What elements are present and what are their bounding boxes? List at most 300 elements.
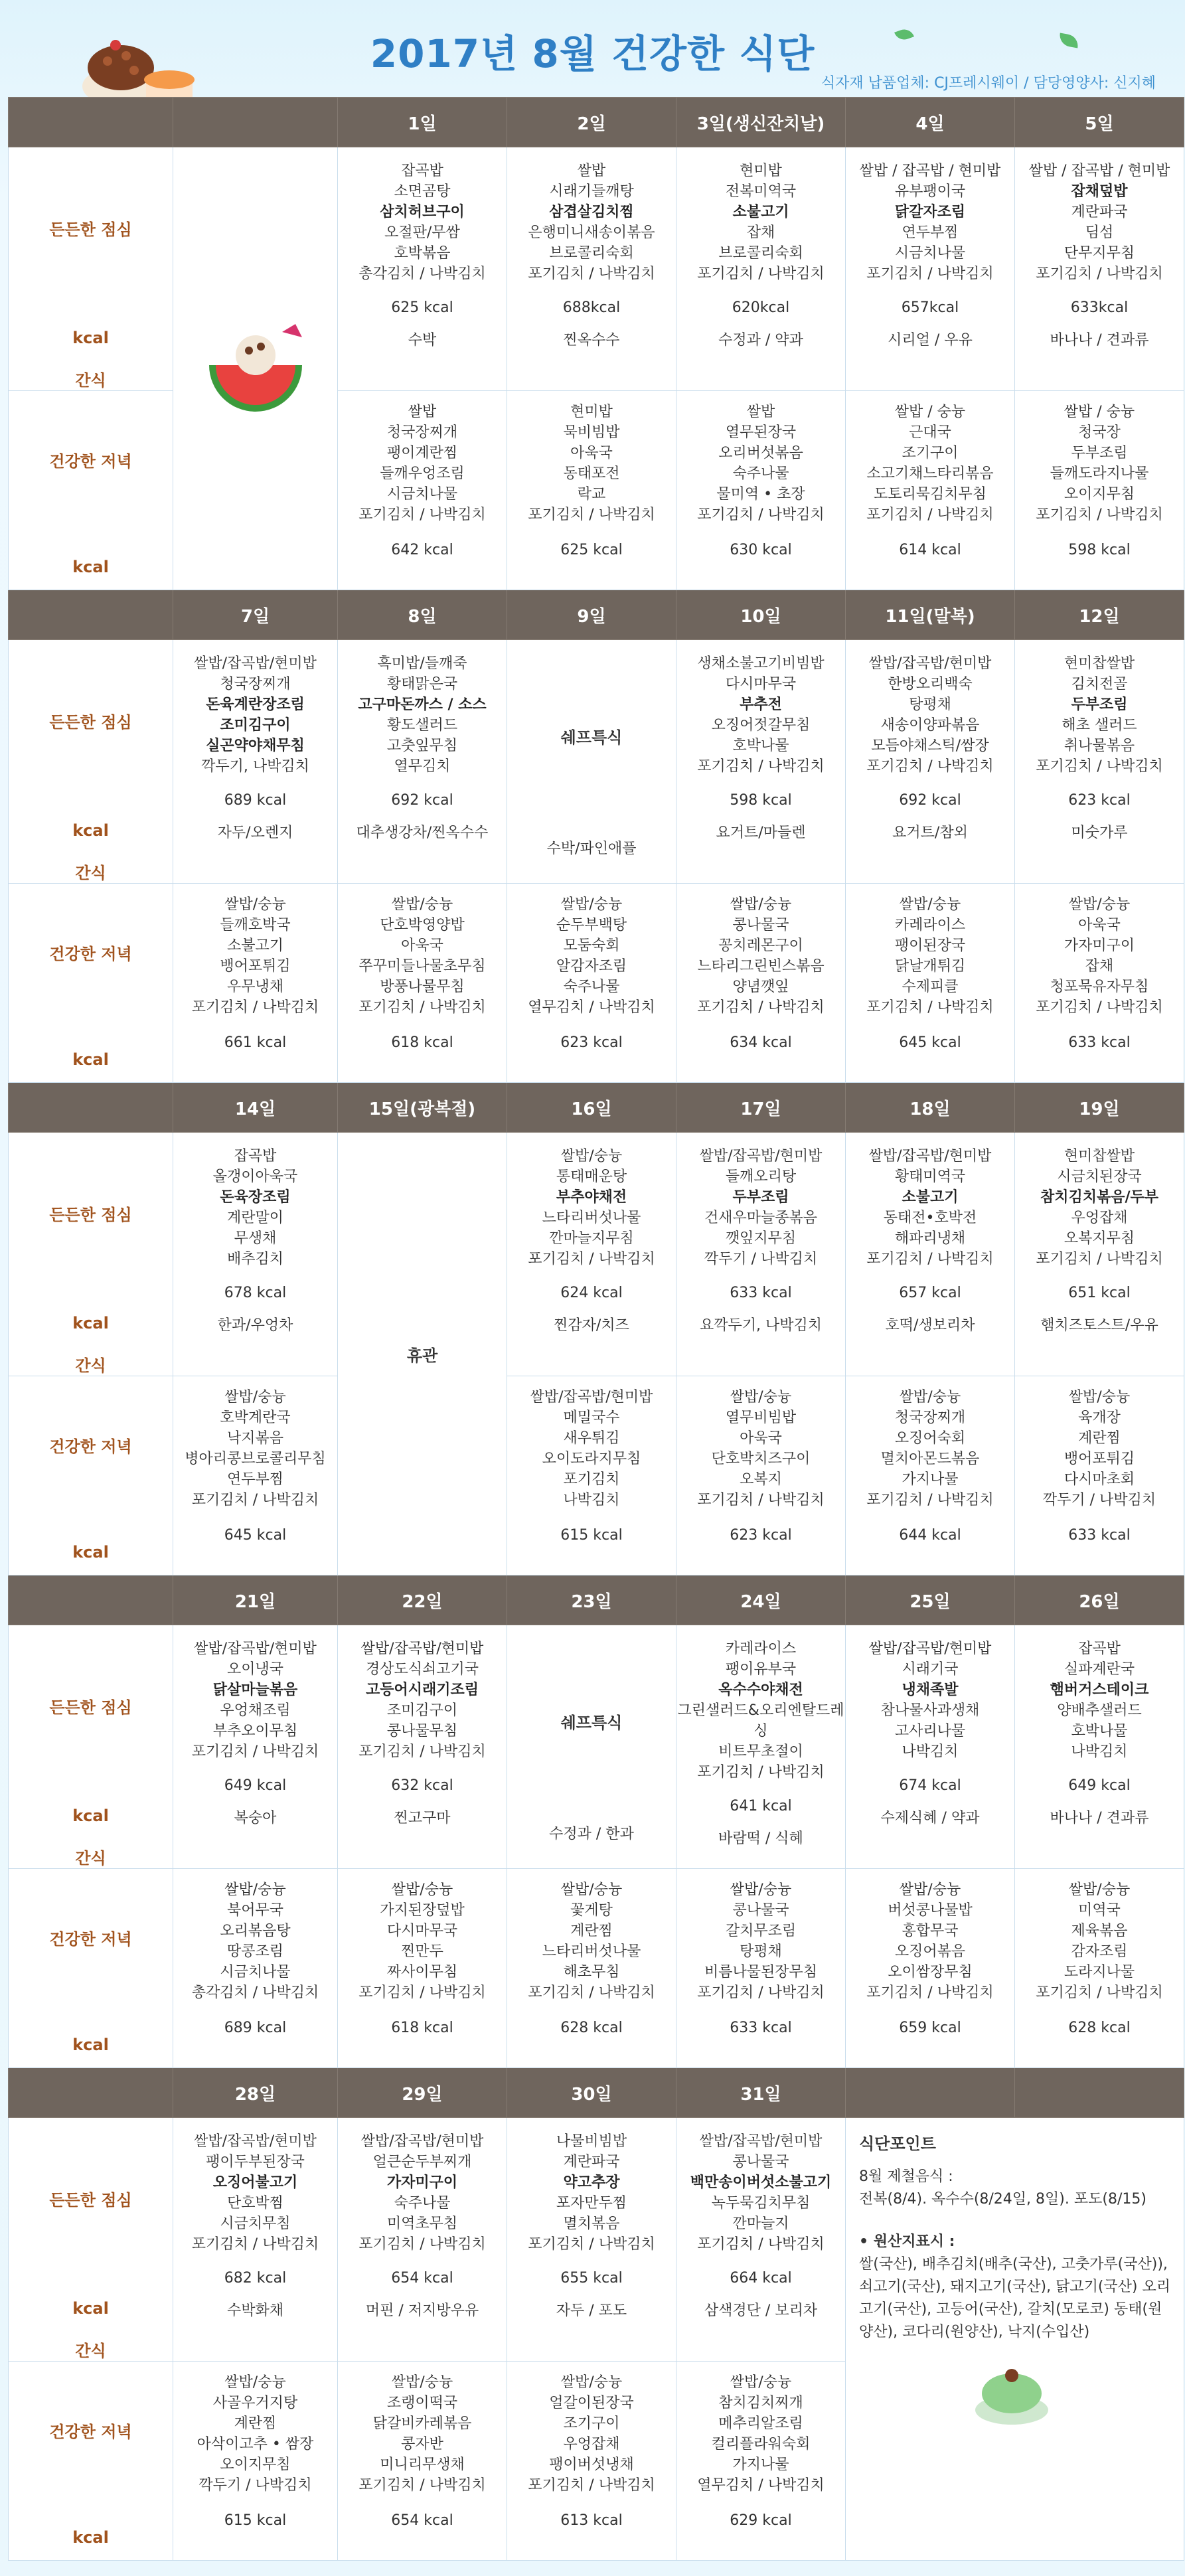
week-header-row xyxy=(9,98,1184,147)
lunch-item: 숙주나물 xyxy=(394,2195,451,2212)
dinner-item: 소고기채느타리볶음 xyxy=(866,465,994,482)
lunch-item: 녹두묵김치무침 xyxy=(711,2195,811,2212)
dinner-item: 해초무침 xyxy=(563,1964,620,1980)
dinner-item: 쌀밥/숭늉 xyxy=(1068,896,1131,913)
dinner-item: 열무김치 / 나박김치 xyxy=(528,999,655,1016)
lunch-item: 다시마무국 xyxy=(725,676,797,692)
dinner-item: 가지된장덮밥 xyxy=(380,1902,465,1919)
kcal-label: kcal xyxy=(72,1314,109,1332)
dinner-item: 콩자반 xyxy=(401,2436,443,2453)
lunch-item: 통태매운탕 xyxy=(556,1168,627,1185)
lunch-item: 깐마늘지 xyxy=(732,2215,789,2232)
lunch-cell xyxy=(338,640,507,884)
lunch-item: 전복미역국 xyxy=(725,183,797,200)
lunch-item: 콩나물무침 xyxy=(386,1723,458,1739)
dinner-item: 꽁치레몬구이 xyxy=(718,937,803,954)
dinner-item: 얼갈이된장국 xyxy=(549,2395,634,2411)
dinner-item: 단호박치즈구이 xyxy=(711,1451,811,1467)
origin-text: 쌀(국산), 배추김치(배추(국산), 고춧가루(국산)), 쇠고기(국산), 돼지고기(국산), 닭고기(국산) 오리고기(국산), 고등어(국산), 갈치(모로코) 동태(원양산), 코다리(원양산), 낙지(수입산) xyxy=(859,2256,1171,2340)
lunch-cell xyxy=(676,640,846,884)
dinner-item: 포기김치 / 나박김치 xyxy=(358,2477,486,2494)
day-header: 28일 xyxy=(173,2068,338,2118)
dinner-item: 물미역 • 초장 xyxy=(716,486,805,503)
lunch-item: 가자미구이 xyxy=(386,2174,458,2191)
lunch-item: 계란말이 xyxy=(226,1210,283,1226)
kcal-value: 645 kcal xyxy=(899,1034,961,1051)
lunch-item: 깻잎지무침 xyxy=(725,1230,797,1247)
header-blank xyxy=(9,590,173,640)
dinner-cell xyxy=(676,1869,846,2068)
dinner-item: 연두부찜 xyxy=(226,1471,283,1488)
diet-notes xyxy=(846,2118,1184,2561)
lunch-item: 올갱이아욱국 xyxy=(212,1168,298,1185)
lunch-item: 그린샐러드&오리엔탈드레싱 xyxy=(677,1702,844,1739)
dinner-item: 쌀밥/숭늉 xyxy=(391,896,453,913)
lunch-item: 쌀밥/잡곡밥/현미밥 xyxy=(194,2133,317,2150)
dinner-item: 미니리무생채 xyxy=(380,2456,465,2473)
chef-special: 쉐프특식 xyxy=(560,1714,623,1732)
dinner-item: 우무냉채 xyxy=(226,979,283,995)
dinner-item: 느타리버섯나물 xyxy=(542,1943,641,1960)
lunch-item: 포기김치 / 나박김치 xyxy=(191,1743,319,1760)
lunch-item: 쌀밥/숭늉 xyxy=(560,1148,623,1165)
lunch-item: 포기김치 / 나박김치 xyxy=(866,266,994,282)
dinner-item: 쌀밥 / 숭늉 xyxy=(894,404,966,420)
lunch-item: 해초 샐러드 xyxy=(1062,717,1137,734)
lunch-item: 햄버거스테이크 xyxy=(1050,1682,1149,1698)
kcal-value: 642 kcal xyxy=(391,542,453,558)
header-blank xyxy=(173,98,338,147)
bingsu-bowl-icon xyxy=(965,2357,1058,2430)
kcal-value: 674 kcal xyxy=(899,1777,961,1794)
lunch-cell xyxy=(676,147,846,391)
snack-text: 시리얼 / 우유 xyxy=(888,332,973,349)
kcal-value: 624 kcal xyxy=(560,1285,623,1301)
dinner-item: 근대국 xyxy=(909,424,951,441)
snack-text: 바나나 / 견과류 xyxy=(1050,1810,1149,1826)
lunch-item: 닭갈자조림 xyxy=(894,204,966,220)
dinner-item: 알감자조림 xyxy=(556,958,627,975)
dinner-item: 수제피클 xyxy=(902,979,959,995)
lunch-item: 쌀밥/잡곡밥/현미밥 xyxy=(699,1148,823,1165)
lunch-item: 깐마늘지무침 xyxy=(549,1230,634,1247)
snack-text: 삼색경단 / 보리차 xyxy=(704,2302,818,2319)
dinner-item: 포기김치 / 나박김치 xyxy=(697,1492,825,1508)
lunch-item: 호박나물 xyxy=(1071,1723,1128,1739)
dinner-item: 탕평채 xyxy=(740,1943,782,1960)
dinner-item: 깍두기 / 나박김치 xyxy=(1042,1492,1156,1508)
lunch-item: 얼큰순두부찌개 xyxy=(372,2154,472,2170)
dinner-item: 묵비빔밥 xyxy=(563,424,620,441)
dinner-item: 오징어숙회 xyxy=(894,1430,966,1447)
lunch-item: 부추야채전 xyxy=(556,1189,627,1206)
snack-text: 호떡/생보리차 xyxy=(885,1317,975,1334)
dinner-item: 다시마초회 xyxy=(1064,1471,1135,1488)
snack-text: 수정과 / 약과 xyxy=(718,332,803,349)
lunch-item: 황태맑은국 xyxy=(386,676,458,692)
dinner-item: 포기김치 / 나박김치 xyxy=(1036,999,1163,1016)
chef-special: 쉐프특식 xyxy=(560,728,623,747)
snack-label: 간식 xyxy=(75,864,106,882)
lunch-item: 소불고기 xyxy=(732,204,789,220)
dinner-item: 컬리플라워숙회 xyxy=(711,2436,811,2453)
lunch-item: 카레라이스 xyxy=(725,1641,797,1657)
lunch-item: 팽이두부된장국 xyxy=(206,2154,305,2170)
dinner-cell xyxy=(173,2362,338,2561)
dinner-cell xyxy=(338,2362,507,2561)
dinner-item: 포기김치 / 나박김치 xyxy=(866,507,994,523)
dinner-label: 건강한 저녁 xyxy=(49,1437,132,1456)
lunch-item: 소면곰탕 xyxy=(394,183,451,200)
dinner-item: 쌀밥/숭늉 xyxy=(730,1882,792,1898)
kcal-value: 641 kcal xyxy=(730,1798,792,1814)
snack-label: 간식 xyxy=(75,371,106,390)
dinner-item: 가지나물 xyxy=(902,1471,959,1488)
lunch-cell xyxy=(173,640,338,884)
kcal-value: 633kcal xyxy=(1070,299,1129,316)
dinner-item: 아욱국 xyxy=(740,1430,782,1447)
lunch-item: 현미찹쌀밥 xyxy=(1064,1148,1135,1165)
dinner-item: 팽이된장국 xyxy=(894,937,966,954)
day-header: 11일(말복) xyxy=(846,590,1015,640)
lunch-row xyxy=(9,1133,1184,1376)
lunch-label: 든든한 점심 xyxy=(49,2191,132,2210)
lunch-item: 포기김치 / 나박김치 xyxy=(358,2236,486,2253)
kcal-value: 633 kcal xyxy=(730,1285,792,1301)
snack-text: 자두/오렌지 xyxy=(217,825,293,841)
kcal-label: kcal xyxy=(72,2528,109,2547)
dinner-item: 제육볶음 xyxy=(1071,1923,1128,1939)
lunch-item: 한방오리백숙 xyxy=(888,676,973,692)
lunch-cell xyxy=(507,147,676,391)
snack-text: 수제식혜 / 약과 xyxy=(880,1810,980,1826)
kcal-value: 613 kcal xyxy=(560,2512,623,2529)
kcal-value: 615 kcal xyxy=(560,1527,623,1544)
lunch-item: 잡채 xyxy=(746,224,775,241)
day-header: 19일 xyxy=(1015,1083,1184,1133)
dinner-item: 멸치아몬드볶음 xyxy=(880,1451,980,1467)
lunch-item: 총각김치 / 나박김치 xyxy=(358,266,486,282)
lunch-cell xyxy=(1015,1625,1184,1869)
dinner-cell xyxy=(676,1376,846,1575)
meal-labels xyxy=(9,1133,173,1376)
lunch-cell xyxy=(676,1133,846,1376)
week-header-row xyxy=(9,2068,1184,2118)
lunch-item: 조미김구이 xyxy=(386,1702,458,1719)
lunch-item: 고사리나물 xyxy=(894,1723,966,1739)
dinner-item: 포기김치 / 나박김치 xyxy=(191,999,319,1016)
lunch-item: 양배추샐러드 xyxy=(1057,1702,1142,1719)
dinner-cell xyxy=(507,1376,676,1575)
dinner-item: 포기김치 / 나박김치 xyxy=(1036,507,1163,523)
day-header: 23일 xyxy=(507,1575,676,1625)
lunch-item: 실파계란국 xyxy=(1064,1661,1135,1678)
dinner-item: 쌀밥/숭늉 xyxy=(730,1389,792,1406)
dinner-item: 오징어볶음 xyxy=(894,1943,966,1960)
lunch-label: 든든한 점심 xyxy=(49,713,132,732)
day-header: 1일 xyxy=(338,98,507,147)
dinner-item: 포기김치 / 나박김치 xyxy=(358,999,486,1016)
dinner-item: 쌀밥/숭늉 xyxy=(899,1389,961,1406)
kcal-value: 657 kcal xyxy=(899,1285,961,1301)
dinner-item: 숙주나물 xyxy=(732,465,789,482)
lunch-item: 약고추장 xyxy=(563,2174,620,2191)
lunch-item: 해파리냉채 xyxy=(894,1230,966,1247)
lunch-item: 경상도식쇠고기국 xyxy=(365,1661,479,1678)
lunch-item: 동태전•호박전 xyxy=(883,1210,977,1226)
lunch-item: 옥수수야채전 xyxy=(718,1682,803,1698)
kcal-label: kcal xyxy=(72,2036,109,2054)
dinner-item: 쌀밥/숭늉 xyxy=(730,2374,792,2391)
day-header: 7일 xyxy=(173,590,338,640)
dinner-item: 오이지무침 xyxy=(1064,486,1135,503)
day-header: 9일 xyxy=(507,590,676,640)
dinner-item: 아욱국 xyxy=(1078,917,1121,933)
day-header: 14일 xyxy=(173,1083,338,1133)
kcal-value: 664 kcal xyxy=(730,2270,792,2287)
dinner-item: 비름나물된장무침 xyxy=(704,1964,818,1980)
kcal-value: 634 kcal xyxy=(730,1034,792,1051)
meal-labels xyxy=(9,1376,173,1575)
lunch-cell xyxy=(1015,147,1184,391)
lunch-item: 잡곡밥 xyxy=(401,163,443,179)
day-header xyxy=(1015,2068,1184,2118)
lunch-item: 청국장찌개 xyxy=(220,676,291,692)
dinner-item: 쌀밥/숭늉 xyxy=(899,1882,961,1898)
dinner-item: 가지나물 xyxy=(732,2456,789,2473)
dinner-item: 포기김치 / 나박김치 xyxy=(528,507,655,523)
lunch-item: 시래기들깨탕 xyxy=(549,183,634,200)
lunch-item: 백만송이버섯소불고기 xyxy=(690,2174,832,2191)
dinner-item: 청국장찌개 xyxy=(894,1409,966,1426)
header-blank xyxy=(9,1083,173,1133)
dinner-item: 두부조림 xyxy=(1071,445,1128,461)
kcal-value: 623 kcal xyxy=(1068,792,1131,809)
meal-labels xyxy=(9,1869,173,2068)
dinner-item: 쌀밥/숭늉 xyxy=(391,2374,453,2391)
dinner-item: 가자미구이 xyxy=(1064,937,1135,954)
kcal-label: kcal xyxy=(72,1807,109,1825)
lunch-item: 포기김치 / 나박김치 xyxy=(528,2236,655,2253)
dinner-item: 우엉잡채 xyxy=(563,2436,620,2453)
dinner-item: 갈치무조림 xyxy=(725,1923,797,1939)
week-header-row xyxy=(9,1575,1184,1625)
lunch-item: 두부조림 xyxy=(1071,696,1128,713)
snack-text: 수박 xyxy=(408,332,437,349)
dinner-label: 건강한 저녁 xyxy=(49,452,132,471)
kcal-value: 618 kcal xyxy=(391,1034,453,1051)
dinner-item: 사골우거지탕 xyxy=(212,2395,298,2411)
day-header: 22일 xyxy=(338,1575,507,1625)
kcal-value: 661 kcal xyxy=(224,1034,287,1051)
dinner-item: 조기구이 xyxy=(563,2415,620,2432)
kcal-value: 689 kcal xyxy=(224,2020,287,2036)
watermelon-decoration xyxy=(173,147,338,590)
dinner-item: 들깨도라지나물 xyxy=(1050,465,1149,482)
lunch-item: 포기김치 / 나박김치 xyxy=(358,1743,486,1760)
lunch-item: 냉채족발 xyxy=(902,1682,959,1698)
meal-labels xyxy=(9,147,173,391)
day-header: 30일 xyxy=(507,2068,676,2118)
dinner-cell xyxy=(173,1376,338,1575)
dinner-item: 낙지볶음 xyxy=(226,1430,283,1447)
lunch-item: 황태미역국 xyxy=(894,1168,966,1185)
snack-text: 요거트/참외 xyxy=(892,825,968,841)
dinner-item: 쌀밥/숭늉 xyxy=(560,2374,623,2391)
lunch-item: 포기김치 / 나박김치 xyxy=(1036,266,1163,282)
lunch-item: 배추김치 xyxy=(226,1251,283,1267)
dinner-cell xyxy=(846,1869,1015,2068)
lunch-item: 고춧잎무침 xyxy=(386,738,458,754)
dinner-item: 열무김치 / 나박김치 xyxy=(697,2477,825,2494)
snack-text: 요거트/마들렌 xyxy=(716,825,806,841)
lunch-item: 부추전 xyxy=(740,696,782,713)
dinner-item: 콩나물국 xyxy=(732,917,789,933)
lunch-item: 두부조림 xyxy=(732,1189,789,1206)
kcal-value: 654 kcal xyxy=(391,2512,453,2529)
dinner-cell xyxy=(507,2362,676,2561)
dinner-item: 포기김치 / 나박김치 xyxy=(358,507,486,523)
dinner-item: 오이도라지무침 xyxy=(542,1451,641,1467)
lunch-item: 유부팽이국 xyxy=(894,183,966,200)
lunch-item: 삼치허브구이 xyxy=(380,204,465,220)
dinner-cell xyxy=(507,884,676,1083)
meal-labels xyxy=(9,640,173,884)
dinner-item: 쭈꾸미들나물초무침 xyxy=(358,958,486,975)
dinner-item: 북어무국 xyxy=(226,1902,283,1919)
dinner-item: 오이지무침 xyxy=(220,2456,291,2473)
dinner-item: 아욱국 xyxy=(570,445,613,461)
lunch-item: 시금치된장국 xyxy=(1057,1168,1142,1185)
week-header-row xyxy=(9,590,1184,640)
lunch-item: 오절판/무쌈 xyxy=(384,224,460,241)
dinner-item: 들깨호박국 xyxy=(220,917,291,933)
lunch-cell xyxy=(507,2118,676,2362)
dinner-item: 쌀밥/숭늉 xyxy=(1068,1882,1131,1898)
lunch-row xyxy=(9,1625,1184,1869)
lunch-cell xyxy=(338,2118,507,2362)
lunch-cell xyxy=(338,1625,507,1869)
lunch-item: 참치김치볶음/두부 xyxy=(1040,1189,1159,1206)
snack-text: 복숭아 xyxy=(234,1810,277,1826)
lunch-cell xyxy=(676,1625,846,1869)
lunch-item: 고구마돈까스 / 소스 xyxy=(358,696,487,713)
day-header: 16일 xyxy=(507,1083,676,1133)
dinner-item: 깍두기 / 나박김치 xyxy=(198,2477,312,2494)
lunch-item: 무생채 xyxy=(234,1230,277,1247)
dinner-item: 쌀밥/숭늉 xyxy=(224,2374,286,2391)
day-header: 31일 xyxy=(676,2068,846,2118)
dinner-item: 단호박영양밥 xyxy=(380,917,465,933)
lunch-item: 부추오이무침 xyxy=(212,1723,298,1739)
dinner-cell xyxy=(1015,884,1184,1083)
lunch-item: 팽이유부국 xyxy=(725,1661,797,1678)
kcal-value: 655 kcal xyxy=(560,2270,623,2287)
lunch-item: 오징어젓갈무침 xyxy=(711,717,811,734)
kcal-value: 651 kcal xyxy=(1068,1285,1131,1301)
dinner-item: 오복지 xyxy=(740,1471,782,1488)
lunch-item: 나박김치 xyxy=(902,1743,959,1760)
dinner-item: 열무비빔밥 xyxy=(725,1409,797,1426)
snack-text: 햄치즈토스트/우유 xyxy=(1040,1317,1158,1334)
dinner-item: 포기김치 / 나박김치 xyxy=(528,1984,655,2001)
dinner-item: 콩나물국 xyxy=(732,1902,789,1919)
dinner-item: 쌀밥/숭늉 xyxy=(730,896,792,913)
dinner-item: 포기김치 / 나박김치 xyxy=(191,1492,319,1508)
lunch-item: 포기김치 / 나박김치 xyxy=(697,758,825,775)
snack-text: 머핀 / 저지방우유 xyxy=(365,2302,479,2319)
lunch-item: 우엉채조림 xyxy=(220,1702,291,1719)
dinner-item: 오리버섯볶음 xyxy=(718,445,803,461)
kcal-value: 649 kcal xyxy=(1068,1777,1131,1794)
kcal-value: 688kcal xyxy=(562,299,621,316)
lunch-item: 쌀밥/잡곡밥/현미밥 xyxy=(194,655,317,672)
lunch-item: 쌀밥/잡곡밥/현미밥 xyxy=(868,1641,992,1657)
dinner-item: 미역국 xyxy=(1078,1902,1121,1919)
kcal-value: 689 kcal xyxy=(224,792,287,809)
lunch-item: 참나물사과생채 xyxy=(880,1702,980,1719)
day-header xyxy=(846,2068,1015,2118)
dinner-item: 락교 xyxy=(577,486,606,503)
meal-labels xyxy=(9,2118,173,2362)
dinner-row xyxy=(9,884,1184,1083)
kcal-value: 623 kcal xyxy=(730,1527,792,1544)
lunch-item: 멸치볶음 xyxy=(563,2215,620,2232)
lunch-item: 닭살마늘볶음 xyxy=(212,1682,298,1698)
lunch-item: 돈육계란장조림 xyxy=(206,696,305,713)
snack-text: 수박/파인애플 xyxy=(546,841,637,857)
lunch-item: 소불고기 xyxy=(902,1189,959,1206)
lunch-item: 연두부찜 xyxy=(902,224,959,241)
snack-label: 간식 xyxy=(75,1849,106,1868)
day-header: 3일(생신잔치날) xyxy=(676,98,846,147)
dinner-item: 쌀밥/숭늉 xyxy=(560,1882,623,1898)
snack-text: 수박화채 xyxy=(226,2302,283,2319)
dinner-item: 모둠숙회 xyxy=(563,937,620,954)
lunch-item: 포기김치 / 나박김치 xyxy=(1036,758,1163,775)
watermelon-bingsu-icon xyxy=(196,319,315,418)
lunch-label: 든든한 점심 xyxy=(49,1698,132,1717)
lunch-cell xyxy=(846,1133,1015,1376)
snack-text: 찐고구마 xyxy=(394,1810,451,1826)
lunch-item: 조미김구이 xyxy=(220,717,291,734)
kcal-value: 692 kcal xyxy=(391,792,453,809)
lunch-item: 쌀밥 xyxy=(577,163,606,179)
kcal-value: 629 kcal xyxy=(730,2512,792,2529)
snack-text: 수정과 / 한과 xyxy=(549,1826,634,1842)
kcal-label: kcal xyxy=(72,558,109,576)
dinner-item: 숙주나물 xyxy=(563,979,620,995)
snack-label: 간식 xyxy=(75,1356,106,1375)
lunch-item: 계란파국 xyxy=(563,2154,620,2170)
kcal-value: 598 kcal xyxy=(730,792,792,809)
dinner-item: 꽃게탕 xyxy=(570,1902,613,1919)
lunch-item: 포자만두찜 xyxy=(556,2195,627,2212)
dinner-item: 쌀밥/숭늉 xyxy=(224,1882,286,1898)
dinner-item: 청포묵유자무침 xyxy=(1050,979,1149,995)
lunch-item: 오징어불고기 xyxy=(212,2174,298,2191)
kcal-value: 659 kcal xyxy=(899,2020,961,2036)
lunch-label: 든든한 점심 xyxy=(49,1206,132,1224)
dinner-item: 포기김치 / 나박김치 xyxy=(528,2477,655,2494)
dinner-item: 뱅어포튀김 xyxy=(220,958,291,975)
lunch-cell xyxy=(173,1133,338,1376)
meal-labels xyxy=(9,391,173,590)
dinner-item: 닭갈비카레볶음 xyxy=(372,2415,472,2432)
lunch-item: 시금치무침 xyxy=(220,2215,291,2232)
kcal-value: 644 kcal xyxy=(899,1527,961,1544)
dinner-item: 총각김치 / 나박김치 xyxy=(191,1984,319,2001)
